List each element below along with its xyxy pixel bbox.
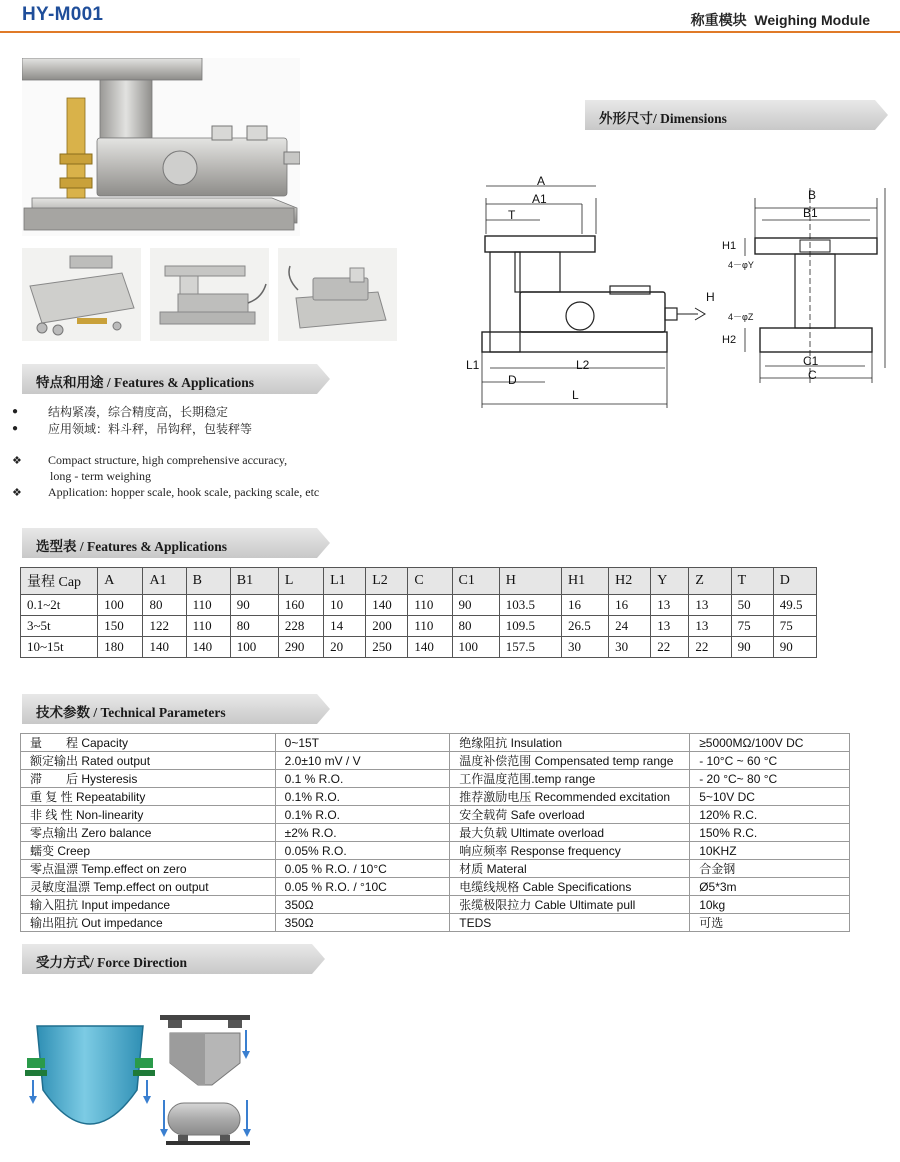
header-cell: 量程 Cap <box>21 568 98 595</box>
section-features-title: 特点和用途 / Features & Applications <box>36 375 255 390</box>
dim-label-C: C <box>808 368 817 382</box>
dim-label-L: L <box>572 388 579 402</box>
table-row <box>21 595 817 616</box>
table-row <box>21 878 850 896</box>
table-cell: 90 <box>230 595 278 616</box>
header-cell: Z <box>689 568 731 595</box>
table-cell: 24 <box>609 616 651 637</box>
force-hopper-illustration <box>160 1015 255 1090</box>
param-value: 5~10V DC <box>690 788 850 806</box>
section-selection <box>22 528 332 558</box>
table-cell: 75 <box>773 616 816 637</box>
table-row <box>21 637 817 658</box>
assembled-module-image <box>150 248 269 341</box>
feature-text: 应用领域：料斗秤，吊钩秤，包装秤等 <box>48 422 253 436</box>
param-name: 安全载荷 Safe overload <box>450 806 690 824</box>
feature-item-en-continued <box>12 469 432 485</box>
table-cell: 122 <box>143 616 186 637</box>
header-cell: H2 <box>609 568 651 595</box>
table-cell: 157.5 <box>499 637 561 658</box>
product-photo-angle <box>278 248 397 341</box>
table-row <box>21 806 850 824</box>
table-cell: 100 <box>98 595 143 616</box>
table-cell: 22 <box>689 637 731 658</box>
param-name: 最大负载 Ultimate overload <box>450 824 690 842</box>
feature-text: 结构紧凑，综合精度高，长期稳定 <box>48 405 229 419</box>
header-cell: H <box>499 568 561 595</box>
product-title-en: Weighing Module <box>754 12 870 28</box>
table-cell: 26.5 <box>561 616 608 637</box>
table-cell: 180 <box>98 637 143 658</box>
dim-label-D: D <box>508 373 517 387</box>
param-name: 温度补偿范围 Compensated temp range <box>450 752 690 770</box>
feature-item-cn <box>12 420 432 437</box>
param-name: 绝缘阻抗 Insulation <box>450 734 690 752</box>
module-angle-image <box>278 248 397 341</box>
param-name: 材质 Materal <box>450 860 690 878</box>
header-cell: A1 <box>143 568 186 595</box>
table-cell: 80 <box>452 616 499 637</box>
section-selection-title: 选型表 / Features & Applications <box>36 539 228 554</box>
table-cell: 140 <box>408 637 452 658</box>
table-cell: 140 <box>186 637 230 658</box>
param-value: 0.05% R.O. <box>275 842 450 860</box>
param-value: 10kg <box>690 896 850 914</box>
feature-text: long - term weighing <box>50 469 151 483</box>
dim-label-C1: C1 <box>803 354 819 368</box>
product-main-photo <box>22 58 300 236</box>
table-row <box>21 616 817 637</box>
header-cell: L2 <box>366 568 408 595</box>
param-name: TEDS <box>450 914 690 932</box>
dim-label-L1: L1 <box>466 358 480 372</box>
dim-label-H: H <box>706 290 715 304</box>
product-title <box>691 10 870 30</box>
table-cell: 110 <box>186 616 230 637</box>
dim-label-A: A <box>537 174 546 188</box>
table-cell: 16 <box>561 595 608 616</box>
table-cell: 80 <box>230 616 278 637</box>
table-cell: 22 <box>651 637 689 658</box>
table-row <box>21 896 850 914</box>
param-value: 0.1% R.O. <box>275 806 450 824</box>
section-features <box>22 364 332 394</box>
table-cell: 80 <box>143 595 186 616</box>
header-cell: B1 <box>230 568 278 595</box>
header-cell: C <box>408 568 452 595</box>
param-name: 零点温漂 Temp.effect on zero <box>21 860 276 878</box>
param-value: - 20 °C~ 80 °C <box>690 770 850 788</box>
table-cell: 50 <box>731 595 773 616</box>
header-cell: T <box>731 568 773 595</box>
table-cell: 10~15t <box>21 637 98 658</box>
param-value: ±2% R.O. <box>275 824 450 842</box>
param-name: 张缆极限拉力 Cable Ultimate pull <box>450 896 690 914</box>
table-cell: 30 <box>561 637 608 658</box>
features-list <box>12 403 432 501</box>
table-row <box>21 770 850 788</box>
param-name: 电缆线规格 Cable Specifications <box>450 878 690 896</box>
dim-label-hole-Z: 4－φZ <box>728 312 754 322</box>
table-cell: 0.1~2t <box>21 595 98 616</box>
feature-text: Compact structure, high comprehensive accuracy, <box>48 453 288 467</box>
header-divider <box>0 31 900 33</box>
table-cell: 290 <box>278 637 323 658</box>
table-cell: 110 <box>408 595 452 616</box>
header-cell: H1 <box>561 568 608 595</box>
feature-item-en <box>12 485 432 501</box>
header-cell: C1 <box>452 568 499 595</box>
table-row <box>21 788 850 806</box>
header-cell: L <box>278 568 323 595</box>
param-name: 重 复 性 Repeatability <box>21 788 276 806</box>
param-value: 0.1% R.O. <box>275 788 450 806</box>
dim-label-A1: A1 <box>532 192 547 206</box>
param-name: 额定输出 Rated output <box>21 752 276 770</box>
param-value: 0.05 % R.O. / 10°C <box>275 860 450 878</box>
section-dimensions <box>585 100 890 130</box>
param-value: 10KHZ <box>690 842 850 860</box>
table-cell: 140 <box>143 637 186 658</box>
section-force-direction <box>22 944 327 974</box>
table-cell: 90 <box>452 595 499 616</box>
table-cell: 3~5t <box>21 616 98 637</box>
param-name: 工作温度范围.temp range <box>450 770 690 788</box>
table-row <box>21 824 850 842</box>
dim-label-H2: H2 <box>722 334 737 346</box>
dimension-drawing <box>460 168 890 413</box>
header-cell: A <box>98 568 143 595</box>
bullet-icon: ● <box>12 423 19 434</box>
parts-image <box>22 248 141 341</box>
param-name: 响应频率 Response frequency <box>450 842 690 860</box>
table-row <box>21 842 850 860</box>
bullet-icon: ● <box>12 406 19 417</box>
param-name: 输出阻抗 Out impedance <box>21 914 276 932</box>
param-name: 零点输出 Zero balance <box>21 824 276 842</box>
param-value: 0~15T <box>275 734 450 752</box>
table-cell: 30 <box>609 637 651 658</box>
table-cell: 16 <box>609 595 651 616</box>
param-value: 120% R.C. <box>690 806 850 824</box>
diamond-bullet-icon: ❖ <box>12 455 22 467</box>
table-cell: 110 <box>408 616 452 637</box>
feature-text: Application: hopper scale, hook scale, packing scale, etc <box>48 485 320 499</box>
dim-label-H1: H1 <box>722 240 737 252</box>
param-value: 0.05 % R.O. / °10C <box>275 878 450 896</box>
tank-icon <box>25 1018 155 1150</box>
param-value: 350Ω <box>275 914 450 932</box>
technical-table <box>20 733 850 932</box>
param-value: 350Ω <box>275 896 450 914</box>
dimension-drawing-svg <box>460 168 890 413</box>
param-value: 150% R.C. <box>690 824 850 842</box>
param-name: 滞 后 Hysteresis <box>21 770 276 788</box>
table-cell: 20 <box>324 637 366 658</box>
table-cell: 90 <box>731 637 773 658</box>
param-value: - 10°C ~ 60 °C <box>690 752 850 770</box>
feature-item-en <box>12 453 432 469</box>
force-horizontal-tank-illustration <box>160 1095 255 1150</box>
param-name: 灵敏度温漂 Temp.effect on output <box>21 878 276 896</box>
selection-table <box>20 567 817 658</box>
param-value: 2.0±10 mV / V <box>275 752 450 770</box>
table-cell: 100 <box>230 637 278 658</box>
param-name: 蠕变 Creep <box>21 842 276 860</box>
param-name: 非 线 性 Non-linearity <box>21 806 276 824</box>
table-cell: 75 <box>731 616 773 637</box>
section-technical-title: 技术参数 / Technical Parameters <box>36 705 226 720</box>
table-cell: 13 <box>689 616 731 637</box>
dim-label-T: T <box>508 208 516 222</box>
feature-item-cn <box>12 403 432 420</box>
table-row <box>21 914 850 932</box>
product-photo-parts <box>22 248 141 341</box>
param-value: 合金钢 <box>690 860 850 878</box>
table-cell: 228 <box>278 616 323 637</box>
section-technical <box>22 694 332 724</box>
table-cell: 140 <box>366 595 408 616</box>
header-cell: D <box>773 568 816 595</box>
model-number: HY-M001 <box>22 4 104 25</box>
table-cell: 150 <box>98 616 143 637</box>
param-value: 可选 <box>690 914 850 932</box>
table-cell: 90 <box>773 637 816 658</box>
table-cell: 100 <box>452 637 499 658</box>
table-cell: 103.5 <box>499 595 561 616</box>
table-cell: 250 <box>366 637 408 658</box>
dim-label-hole-Y: 4－φY <box>728 260 754 270</box>
table-row <box>21 860 850 878</box>
table-row <box>21 752 850 770</box>
weighing-module-image <box>22 58 300 236</box>
table-cell: 14 <box>324 616 366 637</box>
table-cell: 13 <box>689 595 731 616</box>
param-name: 量 程 Capacity <box>21 734 276 752</box>
table-cell: 10 <box>324 595 366 616</box>
dim-label-B1: B1 <box>803 206 818 220</box>
param-name: 推荐激励电压 Recommended excitation <box>450 788 690 806</box>
param-value: Ø5*3m <box>690 878 850 896</box>
param-value: ≥5000MΩ/100V DC <box>690 734 850 752</box>
force-tank-illustration <box>25 1018 155 1150</box>
header-cell: L1 <box>324 568 366 595</box>
table-cell: 109.5 <box>499 616 561 637</box>
param-value: 0.1 % R.O. <box>275 770 450 788</box>
dim-label-L2: L2 <box>576 358 590 372</box>
product-title-cn: 称重模块 <box>690 13 747 29</box>
table-cell: 110 <box>186 595 230 616</box>
horizontal-tank-icon <box>160 1095 255 1150</box>
table-cell: 160 <box>278 595 323 616</box>
hopper-icon <box>160 1015 255 1090</box>
table-cell: 49.5 <box>773 595 816 616</box>
selection-table-header <box>21 568 817 595</box>
table-cell: 13 <box>651 595 689 616</box>
product-photo-assembled <box>150 248 269 341</box>
header-cell: B <box>186 568 230 595</box>
table-cell: 13 <box>651 616 689 637</box>
diamond-bullet-icon: ❖ <box>12 487 22 499</box>
param-name: 输入阻抗 Input impedance <box>21 896 276 914</box>
section-force-title: 受力方式/ Force Direction <box>36 955 187 970</box>
dim-label-B: B <box>808 188 817 202</box>
table-row <box>21 734 850 752</box>
header-cell: Y <box>651 568 689 595</box>
section-dimensions-title: 外形尺寸/ Dimensions <box>599 111 727 126</box>
table-cell: 200 <box>366 616 408 637</box>
